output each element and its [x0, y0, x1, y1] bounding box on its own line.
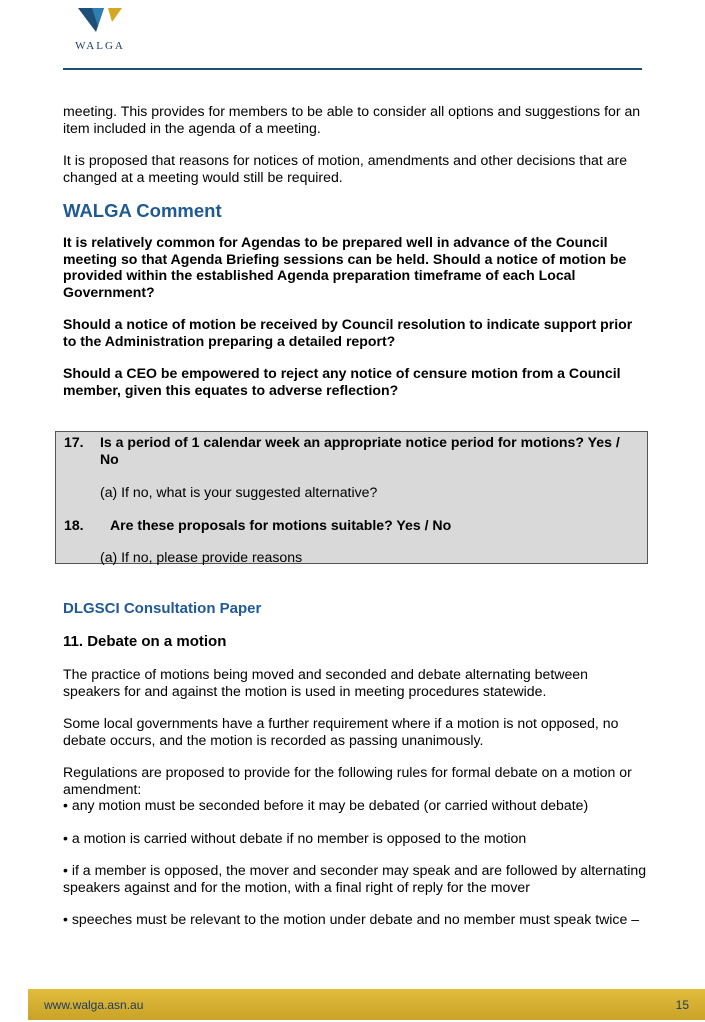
question-17-number: 17.: [64, 434, 84, 450]
main-content: [63, 103, 648, 398]
page-number: 15: [675, 998, 689, 1012]
consultation-questions-box: [55, 431, 648, 564]
dlgsci-paragraph-3: Regulations are proposed to provide for the following rules for formal debate on a motion or amendment:: [63, 764, 632, 797]
walga-comment-heading: WALGA Comment: [63, 200, 222, 221]
walga-comment-question-3: Should a CEO be empowered to reject any notice of censure motion from a Council member, given this equates to adverse reflection?: [63, 365, 621, 398]
intro-paragraph-2: It is proposed that reasons for notices of motion, amendments and other decisions that are changed at a meeting would still be required.: [63, 152, 628, 185]
section-heading: 11. Debate on a motion: [63, 633, 227, 650]
header-rule: [63, 68, 642, 70]
walga-logo: [68, 6, 132, 56]
bullet-2: • a motion is carried without debate if no member is opposed to the motion: [63, 829, 527, 846]
bullet-3: • if a member is opposed, the mover and seconder may speak and are followed by alternating speakers against and for the motion, with a final right of reply for the mover: [63, 862, 647, 895]
question-17-text: Is a period of 1 calendar week an appropriate notice period for motions? Yes / No: [100, 434, 620, 467]
intro-paragraph-1: meeting. This provides for members to be able to consider all options and suggestions for an item included in the agenda of a meeting.: [63, 103, 641, 136]
dlgsci-paragraph-2: Some local governments have a further requirement where if a motion is not opposed, no debate occurs, and the motion is recorded as passing unanimously.: [63, 715, 619, 748]
walga-logo-mark: [78, 6, 124, 38]
walga-comment-question-2: Should a notice of motion be received by Council resolution to indicate support prior to the Administration preparing a detailed report?: [63, 316, 633, 349]
footer-url: www.walga.asn.au: [44, 998, 144, 1012]
question-17-sub: (a) If no, what is your suggested alternative?: [100, 484, 378, 500]
question-18-number: 18.: [64, 517, 84, 533]
bullet-1: • any motion must be seconded before it may be debated (or carried without debate): [63, 797, 589, 813]
dlgsci-content: [63, 600, 648, 928]
bullet-4: • speeches must be relevant to the motion under debate and no member must speak twice –: [63, 911, 640, 927]
walga-comment-question-1: It is relatively common for Agendas to be prepared well in advance of the Council meeting so that Agenda Briefing sessions can be held. Should a notice of motion be provided within the established Agenda preparation timeframe of each Local Government?: [63, 234, 627, 300]
dlgsci-paragraph-1: The practice of motions being moved and seconded and debate alternating between speakers for and against the motion is used in meeting procedures statewide.: [63, 666, 588, 699]
question-18-text: Are these proposals for motions suitable? Yes / No: [110, 517, 452, 533]
question-18-sub: (a) If no, please provide reasons: [100, 549, 303, 565]
footer-bar: [28, 989, 705, 1020]
logo-text: WALGA: [75, 40, 125, 52]
dlgsci-heading: DLGSCI Consultation Paper: [63, 600, 262, 617]
